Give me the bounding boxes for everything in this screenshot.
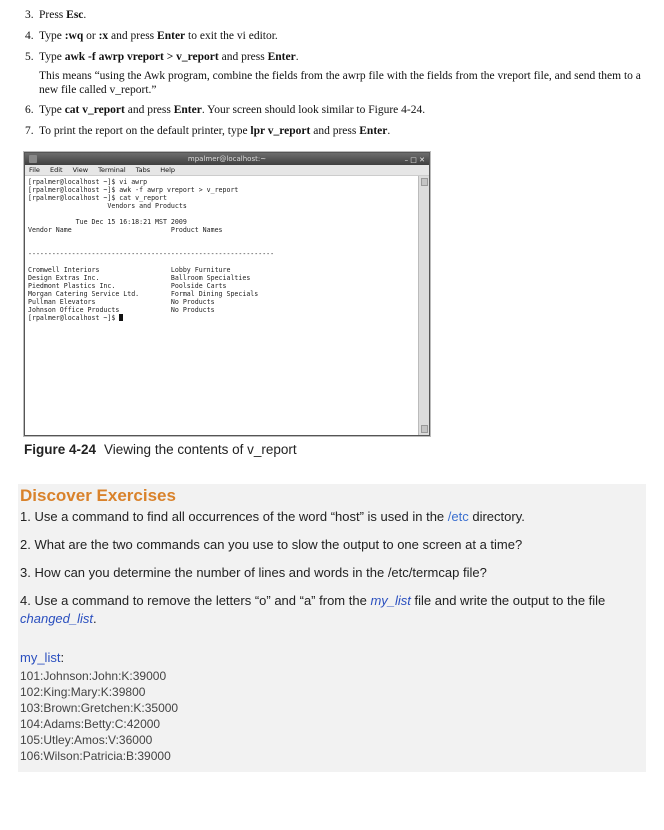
step-text: . [295,51,299,63]
panel-title: Discover Exercises [20,486,176,505]
step-text: and press [108,30,158,42]
step-text: and press [310,125,360,137]
step-command: :wq [64,30,84,42]
figure-caption-text: Viewing the contents of v_report [104,442,297,457]
etc-link[interactable]: /etc [447,509,469,524]
step-text: Type [39,51,65,63]
step-command: :x [98,30,109,42]
list-label-text: my_list [20,650,61,665]
step-text: Type [39,30,65,42]
instruction-steps [25,8,645,145]
step-command: awk -f awrp vreport > v_report [64,51,219,63]
menu-tabs: Tabs [135,166,151,174]
step-text: Type [39,104,65,116]
step-text: . [387,125,391,137]
discover-exercises-panel [18,484,646,772]
step-number: 4. [25,30,34,42]
scroll-down-icon [421,425,428,433]
list-item: 101:Johnson:John:K:39000 [20,669,167,683]
step-text: To print the report on the default printer, type [39,125,251,137]
menu-terminal: Terminal [98,166,126,174]
window-controls-icon: – □ ✕ [404,156,425,164]
step-text: . Your screen should look similar to Figure 4-24. [201,104,426,116]
figure-label: Figure 4-24 [24,442,97,457]
terminal-cursor [119,314,123,321]
exercise-text: 1. Use a command to find all occurrences of the word “host” is used in the [20,509,448,524]
figure-caption [24,442,297,457]
step-text: or [83,30,99,42]
step-6 [25,103,645,118]
step-number: 5. [25,51,34,63]
list-label-colon: : [60,650,65,665]
exercise-text: 4. Use a command to remove the letters “o” and “a” from the [20,593,371,608]
list-item: 104:Adams:Betty:C:42000 [20,717,161,731]
menu-edit: Edit [49,166,63,174]
step-4 [25,29,645,44]
step-key: Enter [267,51,296,63]
file-name: my_list [370,593,411,608]
list-item: 105:Utley:Amos:V:36000 [20,733,153,747]
output-file-name: changed_list [20,611,93,626]
step-text: and press [124,104,174,116]
exercise-text: file and write the output to the file [410,593,606,608]
step-5-explanation: This means “using the Awk program, combine the fields from the awrp file with the fields from the vreport file, and send them to a new file called v_report.” [39,70,641,96]
step-text: to exit the vi editor. [185,30,278,42]
step-3 [25,8,645,23]
terminal-window-screenshot [24,152,430,436]
terminal-titlebar [25,153,429,165]
terminal-scrollbar [418,176,429,435]
step-number: 3. [25,9,34,21]
step-text: Press [39,9,67,21]
step-number: 6. [25,104,34,116]
step-key: Enter [359,125,388,137]
step-key: Enter [173,104,202,116]
list-item: 102:King:Mary:K:39800 [20,685,146,699]
step-key: Esc [66,9,84,21]
exercise-1 [20,508,640,526]
list-label [20,650,64,665]
step-key: Enter [157,30,186,42]
terminal-menubar [25,165,429,176]
menu-file: File [29,166,40,174]
step-text: . [83,9,87,21]
terminal-icon [29,155,37,163]
step-number: 7. [25,125,34,137]
terminal-text: [rpalmer@localhost ~]$ vi awrp [rpalmer@localhost ~]$ awk -f awrp vreport > v_report [rpalmer@localhost ~]$ cat v_report Vendors and Products Tue Dec 15 16:18:21 MST 2009 Vendor Name Product Names -------------------------------------------------------------- Cromwell Interiors Lobby Furniture Design Extras Inc. Ballroom Specialties Piedmont Plastics Inc. Poolside Carts Morgan Catering Service Ltd. Formal Dining Specials Pullman Elevators No Products Johnson Office Products No Products [rpalmer@localhost ~]$ [28,178,275,322]
step-text: and press [218,51,268,63]
exercise-2: 2. What are the two commands can you use to slow the output to one screen at a time? [20,537,523,552]
list-item: 103:Brown:Gretchen:K:35000 [20,701,179,715]
scroll-up-icon [421,178,428,186]
list-item: 106:Wilson:Patricia:B:39000 [20,749,171,763]
list-data [20,668,178,764]
step-command: cat v_report [64,104,125,116]
menu-view: View [72,166,89,174]
exercise-text: directory. [468,509,525,524]
exercise-4 [20,592,640,628]
step-command: lpr v_report [250,125,311,137]
exercise-3: 3. How can you determine the number of lines and words in the /etc/termcap file? [20,565,487,580]
terminal-output [25,176,419,435]
terminal-title: mpalmer@localhost:~ [187,155,267,163]
step-7 [25,124,645,139]
step-5 [25,50,645,65]
exercise-text: . [93,611,97,626]
menu-help: Help [160,166,176,174]
